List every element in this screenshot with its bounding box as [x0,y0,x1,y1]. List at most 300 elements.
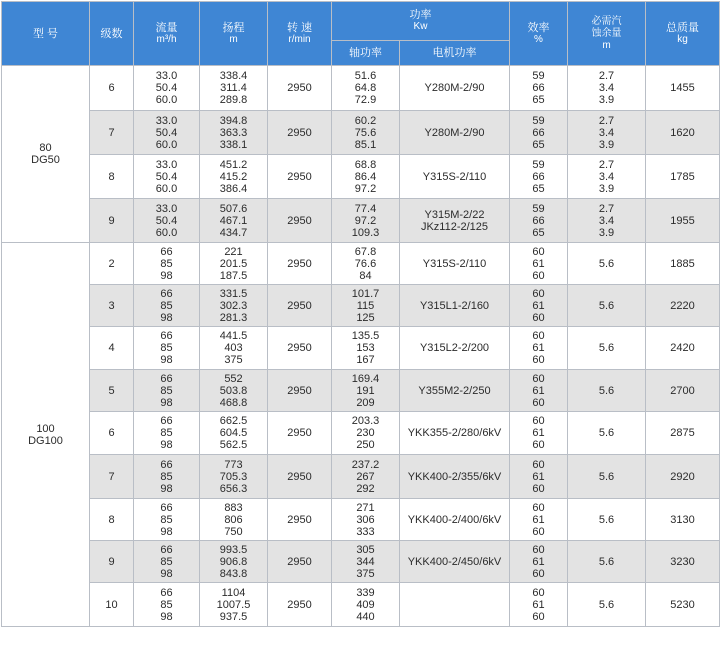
shaft-power-value: 109.3 [351,226,380,239]
stage-cell: 10 [90,583,134,627]
flow-cell [134,66,200,111]
stage-cell: 9 [90,199,134,243]
speed-cell: 2950 [268,243,332,285]
shaft-power-value: 209 [356,396,375,409]
shaft-power-value: 76.6 [354,257,377,270]
model-cell [2,243,90,627]
shaft-power-value: 409 [356,598,375,611]
flow-value: 50.4 [155,214,178,227]
flow-cell [134,455,200,499]
header-motor-power: 电机功率 [400,41,510,66]
model-line: 100 [36,422,55,435]
npsh-value: 3.9 [598,226,615,239]
head-value: 221 [224,245,243,258]
head-value: 375 [224,354,243,366]
header-row [2,2,720,41]
head-value: 289.8 [219,94,248,106]
flow-cell [134,583,200,627]
flow-value: 66 [160,501,173,514]
shaft-power-cell [332,583,400,627]
speed-cell: 2950 [268,370,332,412]
head-value: 451.2 [219,158,248,171]
head-value: 562.5 [219,439,248,451]
speed-cell: 2950 [268,285,332,327]
shaft-power-value: 306 [356,513,375,526]
shaft-power-cell [332,199,400,243]
efficiency-value: 60 [532,610,545,623]
efficiency-cell [510,199,568,243]
shaft-power-value: 60.2 [354,114,377,127]
shaft-power-value: 85.1 [354,138,377,151]
efficiency-value: 66 [532,214,545,227]
shaft-power-value: 51.6 [354,70,377,82]
head-value: 906.8 [219,555,248,568]
efficiency-cell [510,499,568,541]
efficiency-value: 59 [532,158,545,171]
table-row [2,66,720,111]
motor-power-value: Y315M-2/22 [424,208,485,221]
head-value: 281.3 [219,311,248,324]
shaft-power-cell [332,243,400,285]
shaft-power-value: 84 [359,269,372,282]
efficiency-value: 59 [532,70,545,82]
motor-power-value: Y315L2-2/200 [419,342,490,354]
efficiency-cell [510,455,568,499]
efficiency-value: 65 [532,226,545,239]
mass-cell: 1885 [646,243,720,285]
motor-power-cell [400,155,510,199]
efficiency-value: 66 [532,170,545,183]
stage-cell: 6 [90,412,134,455]
table-row [2,327,720,370]
head-value: 843.8 [219,567,248,580]
head-value: 705.3 [219,470,248,483]
head-value: 1104 [221,586,246,599]
efficiency-value: 60 [532,501,545,514]
table-row [2,455,720,499]
efficiency-value: 60 [532,372,545,385]
efficiency-cell [510,412,568,455]
speed-cell: 2950 [268,541,332,583]
flow-cell [134,370,200,412]
npsh-cell [568,111,646,155]
flow-cell [134,499,200,541]
npsh-value: 5.6 [598,598,615,611]
mass-cell: 1455 [646,66,720,111]
flow-cell [134,327,200,370]
motor-power-cell [400,199,510,243]
shaft-power-value: 101.7 [351,287,380,300]
mass-cell: 1785 [646,155,720,199]
motor-power-cell [400,243,510,285]
flow-cell [134,285,200,327]
flow-value: 98 [160,610,173,623]
shaft-power-value: 203.3 [351,415,380,427]
npsh-value: 3.4 [598,214,615,227]
shaft-power-cell [332,499,400,541]
header-flow: 流量 m³/h [134,2,200,66]
head-value: 201.5 [219,257,248,270]
npsh-value: 3.9 [598,182,615,195]
mass-cell: 2220 [646,285,720,327]
head-value: 394.8 [219,114,248,127]
header-power: 功率 Kw [332,2,510,41]
head-cell [200,66,268,111]
shaft-power-value: 169.4 [351,372,380,385]
efficiency-cell [510,66,568,111]
table-row [2,412,720,455]
flow-value: 33.0 [155,158,178,171]
npsh-value: 3.4 [598,126,615,139]
head-value: 311.4 [220,82,247,94]
flow-value: 50.4 [155,126,178,139]
shaft-power-value: 135.5 [351,330,380,342]
efficiency-value: 60 [532,415,545,427]
motor-power-cell [400,455,510,499]
shaft-power-value: 375 [356,567,375,580]
efficiency-value: 61 [532,299,545,312]
head-value: 773 [224,458,243,471]
speed-cell: 2950 [268,455,332,499]
shaft-power-value: 86.4 [354,170,377,183]
shaft-power-value: 125 [356,311,375,324]
shaft-power-value: 344 [356,555,375,568]
head-cell [200,111,268,155]
head-value: 338.1 [219,138,248,151]
npsh-value: 5.6 [598,299,615,312]
mass-cell: 2700 [646,370,720,412]
motor-power-cell [400,541,510,583]
header-stages: 级数 [90,2,134,66]
shaft-power-cell [332,66,400,111]
speed-cell: 2950 [268,412,332,455]
shaft-power-value: 440 [356,610,375,623]
shaft-power-value: 230 [356,427,375,439]
head-value: 507.6 [219,202,248,215]
head-cell [200,412,268,455]
head-value: 750 [224,525,243,538]
head-value: 656.3 [219,482,248,495]
efficiency-cell [510,285,568,327]
flow-cell [134,412,200,455]
flow-value: 85 [160,598,173,611]
speed-cell: 2950 [268,327,332,370]
npsh-cell [568,370,646,412]
npsh-value: 2.7 [598,70,615,82]
shaft-power-value: 64.8 [354,82,377,94]
efficiency-cell [510,541,568,583]
head-value: 331.5 [219,287,248,300]
shaft-power-value: 339 [356,586,375,599]
flow-value: 85 [160,513,173,526]
head-value: 338.4 [219,70,248,82]
motor-power-cell [400,111,510,155]
flow-value: 98 [160,439,173,451]
efficiency-cell [510,243,568,285]
shaft-power-value: 250 [356,439,375,451]
efficiency-value: 61 [532,384,545,397]
motor-power-value: YKK400-2/450/6kV [407,555,502,568]
head-cell [200,285,268,327]
motor-power-cell [400,412,510,455]
flow-cell [134,243,200,285]
motor-power-cell [400,66,510,111]
npsh-value: 2.7 [598,114,615,127]
flow-value: 66 [160,287,173,300]
shaft-power-value: 72.9 [354,94,377,106]
motor-power-value: Y280M-2/90 [424,82,485,94]
npsh-cell [568,155,646,199]
header-mass: 总质量 kg [646,2,720,66]
speed-cell: 2950 [268,111,332,155]
efficiency-value: 66 [532,126,545,139]
flow-value: 33.0 [155,70,178,82]
speed-cell: 2950 [268,199,332,243]
mass-cell: 2920 [646,455,720,499]
flow-value: 85 [160,384,173,397]
head-value: 993.5 [219,543,248,556]
flow-value: 60.0 [155,138,178,151]
head-value: 552 [224,372,243,385]
npsh-value: 3.9 [598,138,615,151]
shaft-power-value: 305 [356,543,375,556]
flow-value: 85 [160,470,173,483]
header-head: 扬程 m [200,2,268,66]
table-row [2,199,720,243]
flow-value: 66 [160,330,173,342]
efficiency-value: 61 [532,342,545,354]
flow-value: 33.0 [155,202,178,215]
flow-value: 66 [160,458,173,471]
motor-power-value: Y315S-2/110 [422,257,487,270]
stage-cell: 7 [90,111,134,155]
efficiency-value: 60 [532,396,545,409]
flow-value: 66 [160,415,173,427]
flow-value: 66 [160,543,173,556]
head-cell [200,583,268,627]
npsh-cell [568,583,646,627]
efficiency-value: 60 [532,439,545,451]
head-value: 806 [224,513,243,526]
shaft-power-value: 271 [356,501,375,514]
motor-power-cell [400,285,510,327]
flow-value: 85 [160,299,173,312]
flow-cell [134,111,200,155]
speed-cell: 2950 [268,499,332,541]
npsh-cell [568,412,646,455]
head-cell [200,455,268,499]
speed-cell: 2950 [268,66,332,111]
stage-cell: 3 [90,285,134,327]
shaft-power-value: 153 [356,342,375,354]
npsh-value: 5.6 [598,555,615,568]
efficiency-value: 59 [532,114,545,127]
efficiency-value: 60 [532,287,545,300]
efficiency-value: 60 [532,525,545,538]
efficiency-cell [510,370,568,412]
motor-power-value: YKK400-2/355/6kV [407,470,502,483]
motor-power-cell [400,583,510,627]
shaft-power-value: 237.2 [351,458,380,471]
npsh-value: 5.6 [598,513,615,526]
table-row [2,111,720,155]
efficiency-value: 65 [532,94,545,106]
model-line: DG100 [28,434,63,447]
motor-power-value: Y355M2-2/250 [418,384,491,397]
shaft-power-cell [332,412,400,455]
table-row [2,499,720,541]
head-value: 441.5 [219,330,248,342]
header-speed: 转 速 r/min [268,2,332,66]
shaft-power-cell [332,370,400,412]
efficiency-value: 65 [532,182,545,195]
mass-cell: 5230 [646,583,720,627]
mass-cell: 2875 [646,412,720,455]
npsh-cell [568,199,646,243]
stage-cell: 2 [90,243,134,285]
shaft-power-value: 77.4 [354,202,377,215]
shaft-power-cell [332,327,400,370]
flow-value: 50.4 [155,170,178,183]
npsh-value: 5.6 [598,470,615,483]
shaft-power-value: 67.8 [354,245,377,258]
efficiency-value: 59 [532,202,545,215]
head-cell [200,199,268,243]
mass-cell: 1620 [646,111,720,155]
efficiency-value: 60 [532,543,545,556]
shaft-power-value: 167 [356,354,375,366]
head-cell [200,155,268,199]
npsh-cell [568,455,646,499]
efficiency-value: 60 [532,482,545,495]
efficiency-cell [510,155,568,199]
head-value: 363.3 [219,126,248,139]
head-value: 302.3 [219,299,248,312]
motor-power-cell [400,327,510,370]
shaft-power-cell [332,285,400,327]
npsh-value: 5.6 [598,384,615,397]
flow-value: 85 [160,427,173,439]
flow-cell [134,541,200,583]
head-value: 883 [224,501,243,514]
head-cell [200,243,268,285]
npsh-value: 5.6 [598,342,615,354]
flow-value: 98 [160,311,173,324]
stage-cell: 8 [90,499,134,541]
model-cell [2,66,90,243]
efficiency-value: 60 [532,458,545,471]
shaft-power-value: 267 [356,470,375,483]
flow-value: 66 [160,245,173,258]
motor-power-value: Y280M-2/90 [424,126,485,139]
flow-cell [134,155,200,199]
head-value: 467.1 [219,214,248,227]
head-value: 662.5 [219,415,248,427]
flow-value: 66 [160,372,173,385]
flow-value: 85 [160,342,173,354]
motor-power-value: YKK400-2/400/6kV [407,513,502,526]
motor-power-value: YKK355-2/280/6kV [407,427,502,439]
table-row [2,583,720,627]
flow-value: 98 [160,396,173,409]
efficiency-cell [510,583,568,627]
flow-cell [134,199,200,243]
stage-cell: 6 [90,66,134,111]
npsh-value: 3.4 [598,82,615,94]
mass-cell: 1955 [646,199,720,243]
head-cell [200,370,268,412]
flow-value: 98 [160,567,173,580]
head-value: 468.8 [219,396,248,409]
head-cell [200,327,268,370]
shaft-power-value: 97.2 [354,214,377,227]
header-efficiency: 效率 % [510,2,568,66]
efficiency-value: 60 [532,330,545,342]
head-cell [200,541,268,583]
stage-cell: 5 [90,370,134,412]
mass-cell: 3230 [646,541,720,583]
flow-value: 66 [160,586,173,599]
stage-cell: 8 [90,155,134,199]
npsh-value: 2.7 [598,202,615,215]
efficiency-value: 61 [532,470,545,483]
efficiency-value: 60 [532,586,545,599]
efficiency-value: 60 [532,567,545,580]
stage-cell: 9 [90,541,134,583]
head-value: 503.8 [219,384,248,397]
npsh-value: 3.9 [598,94,615,106]
stage-cell: 7 [90,455,134,499]
shaft-power-value: 115 [356,299,375,312]
flow-value: 85 [160,257,173,270]
flow-value: 50.4 [155,82,178,94]
shaft-power-value: 75.6 [354,126,377,139]
speed-cell: 2950 [268,583,332,627]
head-value: 187.5 [219,269,248,282]
header-npsh: 必需汽 蚀余量 m [568,2,646,66]
efficiency-cell [510,327,568,370]
table-row [2,155,720,199]
npsh-value: 3.4 [598,170,615,183]
head-value: 937.5 [219,610,248,623]
npsh-value: 2.7 [598,158,615,171]
motor-power-cell [400,499,510,541]
efficiency-value: 66 [532,82,545,94]
header-shaft-power: 轴功率 [332,41,400,66]
model-line: 80 [39,142,52,154]
speed-cell: 2950 [268,155,332,199]
efficiency-value: 61 [532,427,545,439]
flow-value: 98 [160,269,173,282]
efficiency-cell [510,111,568,155]
shaft-power-cell [332,541,400,583]
efficiency-value: 60 [532,269,545,282]
npsh-cell [568,66,646,111]
stage-cell: 4 [90,327,134,370]
npsh-cell [568,327,646,370]
flow-value: 33.0 [155,114,178,127]
shaft-power-value: 97.2 [354,182,377,195]
efficiency-value: 60 [532,245,545,258]
flow-value: 60.0 [155,94,178,106]
npsh-cell [568,285,646,327]
efficiency-value: 60 [532,311,545,324]
npsh-cell [568,499,646,541]
table-row [2,243,720,285]
pump-spec-table [1,1,720,627]
mass-cell: 2420 [646,327,720,370]
table-row [2,370,720,412]
